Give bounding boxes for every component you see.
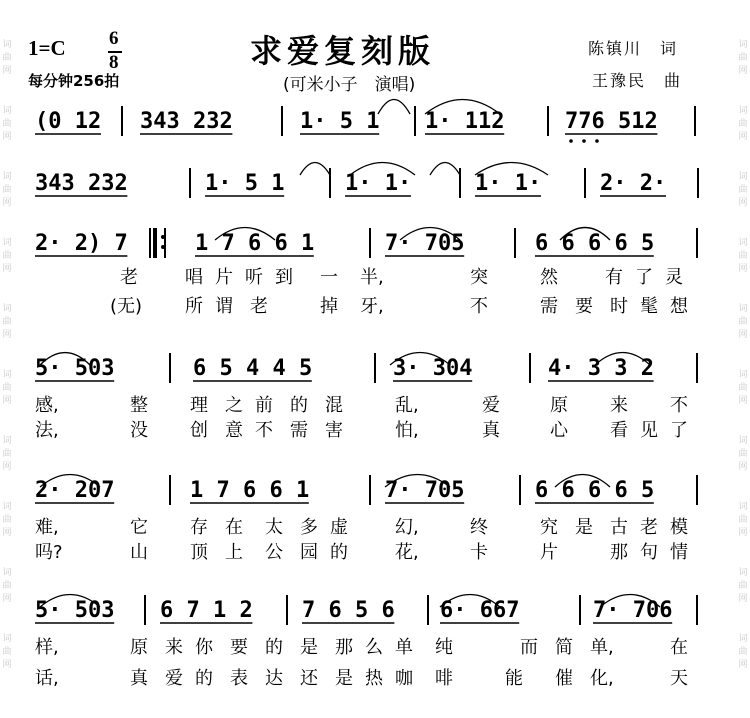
note-group: 343 232 — [35, 171, 128, 196]
slur — [430, 163, 460, 176]
watermark-char: 曲 — [738, 581, 748, 591]
watermark-char: 曲 — [2, 317, 12, 327]
lyric-verse-1: 来 — [610, 395, 628, 416]
lyric-verse-1: 你 — [195, 637, 213, 658]
lyric-verse-2: 化, — [590, 668, 614, 689]
watermark-char: 曲 — [2, 449, 12, 459]
time-signature-denominator: 8 — [109, 52, 119, 73]
watermark-char: 曲 — [2, 185, 12, 195]
lyric-verse-1: 乱, — [395, 395, 419, 416]
watermark-char: 网 — [738, 132, 748, 142]
lyric-verse-2: 达 — [265, 668, 283, 689]
lyric-verse-1: 突 — [470, 267, 488, 288]
lyric-verse-2: 见 — [640, 420, 658, 441]
lyric-verse-1: 幻, — [395, 517, 419, 538]
lyric-verse-1: 混 — [325, 395, 343, 416]
lyric-verse-1: 纯 — [435, 637, 453, 658]
watermark-char: 网 — [2, 462, 12, 472]
note-group: 2· 2) 7 — [35, 231, 128, 256]
lyric-verse-2: 顶 — [190, 542, 208, 563]
repeat-dot — [161, 235, 165, 239]
note-group: 7 6 5 6 — [302, 598, 395, 623]
lyric-verse-2: 的 — [195, 668, 213, 689]
lyric-verse-1: 的 — [290, 395, 308, 416]
song-title: 求爱复刻版 — [250, 32, 436, 70]
lyric-verse-2: 创 — [190, 420, 208, 441]
lyric-verse-2: 谓 — [215, 296, 233, 317]
lyric-verse-1: 的 — [265, 637, 283, 658]
watermark-char: 词 — [2, 502, 12, 512]
watermark-char: 网 — [738, 330, 748, 340]
watermark-char: 曲 — [738, 515, 748, 525]
watermark-char: 网 — [738, 594, 748, 604]
lyric-verse-1: 理 — [190, 395, 208, 416]
lyric-verse-1: 古 — [610, 517, 628, 538]
watermark-char: 曲 — [738, 383, 748, 393]
composer-credit: 王豫民 曲 — [592, 71, 683, 90]
lyric-verse-1: 它 — [130, 517, 148, 538]
note-group: 6· 667 — [440, 598, 520, 623]
lyric-verse-2: 害 — [325, 420, 343, 441]
octave-dot-below — [569, 139, 573, 143]
lyric-verse-2: 是 — [335, 668, 353, 689]
lyric-verse-2: 需 — [290, 420, 308, 441]
watermark-char: 词 — [2, 40, 12, 50]
watermark-char: 曲 — [738, 317, 748, 327]
lyric-verse-2: 髦 — [640, 296, 658, 317]
time-signature-numerator: 6 — [109, 28, 119, 49]
watermark-char: 曲 — [2, 383, 12, 393]
note-group: 7· 706 — [593, 598, 673, 623]
lyric-verse-2: 心 — [550, 420, 568, 441]
watermark-char: 网 — [738, 396, 748, 406]
watermark-char: 曲 — [2, 251, 12, 261]
watermark-char: 网 — [2, 528, 12, 538]
watermark-char: 曲 — [738, 449, 748, 459]
lyric-verse-1: 到 — [275, 267, 293, 288]
lyric-verse-2: 情 — [670, 542, 688, 563]
lyric-verse-2: 爱 — [165, 668, 183, 689]
watermark-char: 网 — [738, 264, 748, 274]
lyric-verse-2: 看 — [610, 420, 628, 441]
lyric-verse-1: 在 — [225, 517, 243, 538]
lyric-verse-1: 之 — [225, 395, 243, 416]
lyric-verse-1: 听 — [245, 267, 263, 288]
lyric-verse-1: 多 — [300, 517, 318, 538]
note-group: 1 7 6 6 1 — [190, 478, 310, 503]
note-group: 1· 112 — [425, 109, 505, 134]
lyric-verse-2: 法, — [35, 420, 59, 441]
lyric-verse-2: 上 — [225, 542, 243, 563]
lyric-verse-1: 究 — [540, 517, 558, 538]
lyric-verse-1: 一 — [320, 267, 338, 288]
lyric-verse-2: 能 — [505, 668, 523, 689]
lyric-verse-2: 还 — [300, 668, 318, 689]
lyric-verse-2: 时 — [610, 296, 628, 317]
watermark-char: 词 — [738, 304, 748, 314]
lyric-verse-1: 不 — [670, 395, 688, 416]
lyric-verse-2: 表 — [230, 668, 248, 689]
watermark-char: 词 — [738, 238, 748, 248]
watermark-char: 词 — [738, 370, 748, 380]
lyric-verse-2: 了 — [670, 420, 688, 441]
lyricist-credit: 陈镇川 词 — [588, 39, 679, 58]
watermark-char: 词 — [2, 568, 12, 578]
lyric-verse-1: 单, — [590, 637, 614, 658]
lyric-verse-1: 了 — [635, 267, 653, 288]
lyric-verse-2: 想 — [670, 296, 688, 317]
lyric-verse-1: 老 — [120, 267, 138, 288]
lyric-verse-1: 原 — [130, 637, 148, 658]
lyric-verse-1: 是 — [575, 517, 593, 538]
lyric-verse-2: 不 — [470, 296, 488, 317]
lyric-verse-1: 要 — [230, 637, 248, 658]
watermark-char: 曲 — [738, 119, 748, 129]
watermark-char: 网 — [738, 528, 748, 538]
lyric-verse-2: 真 — [482, 420, 500, 441]
note-group: 1· 5 1 — [300, 109, 380, 134]
watermark-char: 网 — [2, 264, 12, 274]
lyric-verse-1: 那 — [335, 637, 353, 658]
lyric-verse-1: 而 — [520, 637, 538, 658]
watermark-char: 网 — [2, 660, 12, 670]
note-group: 2· 207 — [35, 478, 115, 503]
lyric-verse-2: 山 — [130, 542, 148, 563]
song-subtitle: (可米小子 演唱) — [283, 75, 416, 95]
lyric-verse-2: 的 — [330, 542, 348, 563]
watermark-char: 曲 — [738, 185, 748, 195]
lyric-verse-2: 园 — [300, 542, 318, 563]
watermark-char: 词 — [738, 172, 748, 182]
watermark-char: 网 — [2, 66, 12, 76]
lyric-verse-1: 半, — [360, 267, 384, 288]
lyric-verse-2: 掉 — [320, 296, 338, 317]
octave-dot-below — [595, 139, 599, 143]
lyric-verse-2: 吗? — [35, 542, 63, 563]
watermark-char: 词 — [738, 634, 748, 644]
lyric-verse-1: 爱 — [482, 395, 500, 416]
lyric-verse-2: 意 — [225, 420, 243, 441]
note-group: 1 7 6 6 1 — [195, 231, 315, 256]
lyric-verse-1: 唱 — [185, 267, 203, 288]
lyric-verse-1: 单 — [395, 637, 413, 658]
watermark-char: 词 — [2, 634, 12, 644]
lyric-verse-1: 在 — [670, 637, 688, 658]
lyric-verse-2: 没 — [130, 420, 148, 441]
lyric-verse-1: 老 — [640, 517, 658, 538]
note-group: 5· 503 — [35, 356, 115, 381]
lyric-verse-2: 天 — [670, 668, 688, 689]
lyric-verse-2: 话, — [35, 668, 59, 689]
lyric-verse-1: 存 — [190, 517, 208, 538]
watermark-char: 曲 — [2, 119, 12, 129]
lyric-verse-2: 公 — [265, 542, 283, 563]
lyric-verse-2: 那 — [610, 542, 628, 563]
lyric-verse-1: 原 — [550, 395, 568, 416]
watermark-char: 网 — [2, 396, 12, 406]
lyric-verse-2: 卡 — [470, 542, 488, 563]
watermark-char: 曲 — [738, 251, 748, 261]
lyric-verse-2: 怕, — [395, 420, 419, 441]
octave-dot-below — [582, 139, 586, 143]
lyric-verse-1: 样, — [35, 637, 59, 658]
watermark-char: 曲 — [738, 647, 748, 657]
watermark-char: 词 — [738, 436, 748, 446]
lyric-verse-2: 句 — [640, 542, 658, 563]
lyric-verse-1: 整 — [130, 395, 148, 416]
watermark-char: 词 — [738, 502, 748, 512]
note-group: 1· 5 1 — [205, 171, 285, 196]
watermark-char: 网 — [2, 594, 12, 604]
slur — [378, 100, 410, 115]
watermark-char: 词 — [2, 238, 12, 248]
watermark-char: 词 — [738, 106, 748, 116]
note-group: 7· 705 — [385, 231, 465, 256]
watermark-char: 曲 — [2, 53, 12, 63]
note-group: 5· 503 — [35, 598, 115, 623]
lyric-verse-1: 片 — [215, 267, 233, 288]
watermark-char: 曲 — [2, 515, 12, 525]
lyric-verse-2: 真 — [130, 668, 148, 689]
note-group: 2· 2· — [600, 171, 667, 196]
watermark-char: 词 — [2, 106, 12, 116]
watermark-char: 词 — [738, 568, 748, 578]
lyric-verse-2: 咖 — [395, 668, 413, 689]
watermark-char: 网 — [738, 462, 748, 472]
watermark-char: 网 — [2, 132, 12, 142]
note-group: (0 12 — [35, 109, 102, 134]
lyric-verse-1: 虚 — [330, 517, 348, 538]
lyric-verse-1: 有 — [605, 267, 623, 288]
note-group: 4· 3 3 2 — [548, 356, 654, 381]
lyric-verse-2: (无) — [110, 296, 143, 317]
note-group: 6 6 6 6 5 — [535, 231, 655, 256]
watermark-char: 词 — [738, 40, 748, 50]
watermark-char: 网 — [2, 198, 12, 208]
watermark-char: 网 — [738, 198, 748, 208]
key-signature: 1=C — [28, 36, 66, 60]
watermark-char: 曲 — [2, 581, 12, 591]
watermark-char: 曲 — [738, 53, 748, 63]
lyric-verse-1: 然 — [540, 267, 558, 288]
lyric-verse-2: 催 — [555, 668, 573, 689]
lyric-verse-1: 来 — [165, 637, 183, 658]
watermark-char: 词 — [2, 172, 12, 182]
watermark-char: 网 — [738, 66, 748, 76]
lyric-verse-2: 牙, — [360, 296, 384, 317]
tempo-marking: 每分钟256拍 — [28, 72, 120, 90]
lyric-verse-2: 花, — [395, 542, 419, 563]
watermark-char: 词 — [2, 304, 12, 314]
slur — [300, 163, 330, 176]
lyric-verse-1: 终 — [470, 517, 488, 538]
lyric-verse-2: 不 — [255, 420, 273, 441]
watermark-char: 词 — [2, 370, 12, 380]
lyric-verse-2: 要 — [575, 296, 593, 317]
lyric-verse-2: 啡 — [435, 668, 453, 689]
lyric-verse-1: 么 — [365, 637, 383, 658]
lyric-verse-1: 难, — [35, 517, 59, 538]
note-group: 6 6 6 6 5 — [535, 478, 655, 503]
lyric-verse-2: 所 — [185, 296, 203, 317]
lyric-verse-2: 片 — [540, 542, 558, 563]
watermark-char: 词 — [2, 436, 12, 446]
lyric-verse-1: 感, — [35, 395, 59, 416]
note-group: 1· 1· — [475, 171, 542, 196]
note-group: 6 7 1 2 — [160, 598, 253, 623]
lyric-verse-2: 老 — [250, 296, 268, 317]
watermark-char: 网 — [738, 660, 748, 670]
note-group: 343 232 — [140, 109, 233, 134]
watermark-char: 曲 — [2, 647, 12, 657]
lyric-verse-1: 前 — [255, 395, 273, 416]
repeat-dot — [161, 245, 165, 249]
lyric-verse-1: 灵 — [665, 267, 683, 288]
lyric-verse-1: 模 — [670, 517, 688, 538]
note-group: 1· 1· — [345, 171, 412, 196]
lyric-verse-1: 太 — [265, 517, 283, 538]
watermark-char: 网 — [2, 330, 12, 340]
note-group: 6 5 4 4 5 — [193, 356, 313, 381]
lyric-verse-2: 热 — [365, 668, 383, 689]
lyric-verse-1: 简 — [555, 637, 573, 658]
note-group: 776 512 — [565, 109, 658, 134]
note-group: 3· 304 — [393, 356, 473, 381]
note-group: 7· 705 — [385, 478, 465, 503]
lyric-verse-1: 是 — [300, 637, 318, 658]
lyric-verse-2: 需 — [540, 296, 558, 317]
